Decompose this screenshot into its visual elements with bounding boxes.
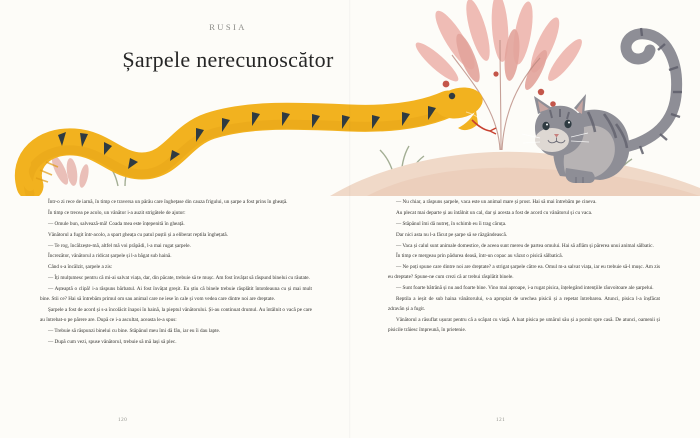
- paragraph: — Vaca și calul sunt animale domestice, de aceea sunt mereu de partea omului. Hai să aflăm și părerea unui animal sălbatic.: [396, 242, 654, 249]
- paragraph: În timp ce trecea pe acolo, un vânător i-a auzit strigătele de ajutor:: [48, 209, 186, 216]
- paragraph: — Nu chiar, a răspuns șarpele, vaca este un animal mare și prost. Hai să mai întrebăm pe cineva.: [396, 199, 597, 205]
- paragraph: Într-o zi rece de iarnă, în timp ce traversa un pârâu care înghețase din cauza frigului, un șarpe a fost prins în gheață.: [48, 199, 288, 205]
- chapter-title-block: [78, 22, 378, 87]
- text-columns: [0, 198, 700, 426]
- paragraph: — Trebuie să răspunzi binelui cu bine. Stăpânul meu îmi dă fân, iar eu îi dau lapte.: [48, 327, 221, 334]
- paragraph: — Stăpânul îmi dă nutreț, în schimb eu îi trag căruța.: [396, 220, 507, 227]
- country-kicker: RUSIA: [209, 22, 247, 32]
- paragraph: În timp ce mergeau prin pădurea deasă, într-un copac au văzut o pisică sălbatică.: [396, 253, 564, 260]
- folio-right: 121: [496, 418, 506, 423]
- paragraph: Când s-a încălzit, șarpele a zis:: [48, 264, 113, 271]
- paragraph: — Îți mulțumesc pentru că mi-ai salvat viața, dar, din păcate, trebuie să te mușc. Am fost învățat să răspund binelui cu răutate.: [48, 275, 310, 282]
- paragraph: — După cum vezi, spuse vânătorul, trebuie să mă lași să plec.: [48, 338, 177, 345]
- paragraph: Dar nici asta nu l-a făcut pe șarpe să se răzgândească.: [396, 231, 508, 238]
- paragraph: — Te rog, încălzește-mă, altfel mă voi prăpădi, l-a mai rugat șarpele.: [48, 242, 191, 249]
- right-text-column: [388, 198, 660, 337]
- paragraph: — Omule bun, salvează-mă! Coada mea este înțepenită în gheață.: [48, 220, 185, 227]
- page-title: Șarpele nerecunoscător: [122, 46, 334, 72]
- paragraph: — Sunt foarte bătrână și nu aud foarte bine. Vino mai aproape, i-a rugat pisica, înțelegând intențiile răuvoitoare ale șarpelui.: [396, 285, 654, 292]
- paragraph: Reptila a ieșit de sub haina vânătorului, s-a apropiat de urechea pisicii și a repetat întrebarea. Atunci, pisica l-a înșfăcat zdravăn și a fugit.: [388, 295, 660, 312]
- paragraph: Încrezător, vânătorul a ridicat șarpele și l-a băgat sub haină.: [48, 253, 172, 260]
- paragraph: — Așteaptă o clipă! i-a răspuns bărbatul. Ai fost învățat greșit. Eu știu că binele trebuie răsplătit întotdeauna cu și mai mult bine. Stii ce? Hai să întrebăm primul om sau animal care ne iese în cale și vom vedea care dintre noi are dreptate.: [40, 286, 312, 302]
- left-text-column: [40, 198, 312, 348]
- paragraph: — Ne poți spune care dintre noi are dreptate? a strigat șarpele către ea. Omul m-a salvat viața, iar eu trebuie să-l mușc. Am zis eu dreptate? Spune-ne cum crezi că ar trebui răsplătit binele.: [388, 264, 660, 281]
- paragraph: Vânătorul a fugit într-acolo, a spart gheața cu patul puștii și a eliberat reptila înghețată.: [48, 231, 228, 238]
- paragraph: Au plecat mai departe și au întâlnit un cal, dar și acesta a fost de acord cu vânătorul și cu vaca.: [396, 209, 593, 216]
- paragraph: Șarpele a fost de acord și s-a încolăcit înapoi în haină, la pieptul vânătorului. Și-au continuat drumul. Au întâlnit o vacă pe care au întrebat-o pe părere are. După ce i-a ascultat, aceasta le-a spus:: [40, 306, 312, 323]
- paragraph: Vânătorul a răsuflat ușurat pentru că a scăpat cu viață. A luat pisica pe umărul său și a pornit spre casă. De atunci, oamenii și pisicile trăiesc împreună, în prietenie.: [388, 316, 660, 333]
- folio-left: 120: [118, 418, 128, 423]
